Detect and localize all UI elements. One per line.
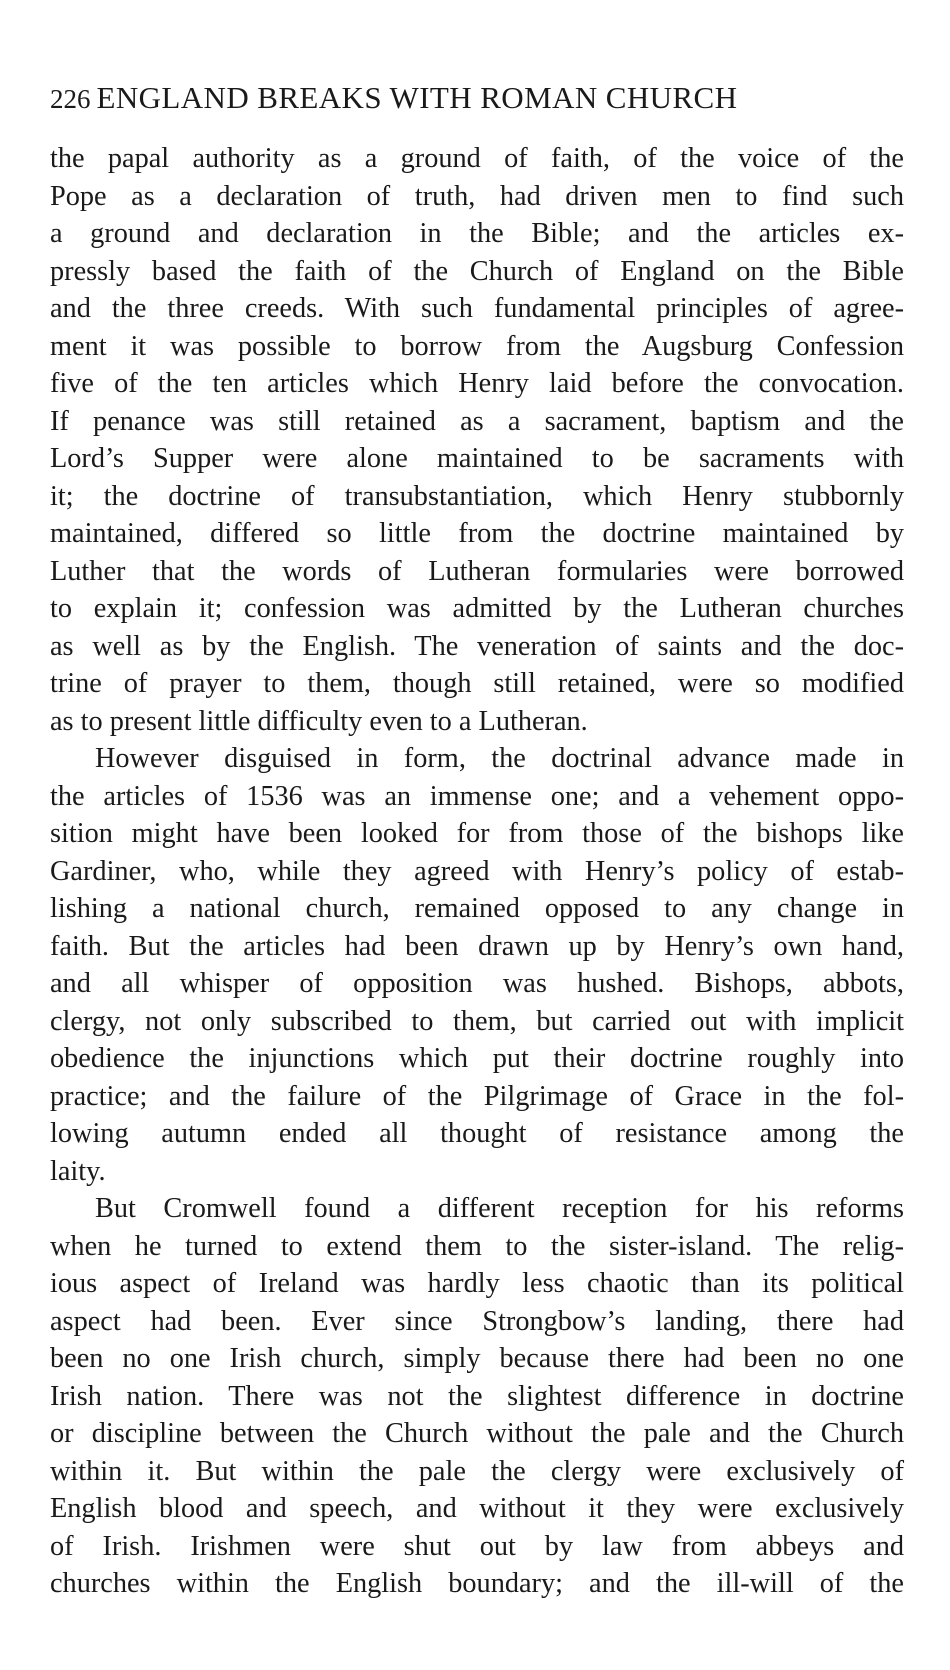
text-line: trine of prayer to them, though still retained, were so modified bbox=[50, 668, 904, 699]
text-line: aspect had been. Ever since Strongbow’s landing, there had bbox=[50, 1305, 904, 1337]
text-line: been no one Irish church, simply because there had been no one bbox=[50, 1343, 904, 1374]
text-line: as to present little difficulty even to a Lutheran. bbox=[50, 705, 588, 737]
running-title: ENGLAND BREAKS WITH ROMAN CHURCH bbox=[96, 80, 738, 115]
text-line: Luther that the words of Lutheran formularies were borrowed bbox=[50, 555, 904, 587]
text-line: faith. But the articles had been drawn up by Henry’s own hand, bbox=[50, 930, 904, 962]
text-line: obedience the injunctions which put their doctrine roughly into bbox=[50, 1043, 904, 1074]
text-line: ious aspect of Ireland was hardly less chaotic than its political bbox=[50, 1268, 904, 1299]
text-line: as well as by the English. The veneration of saints and the doc- bbox=[50, 630, 904, 662]
text-line: to explain it; confession was admitted by the Lutheran churches bbox=[50, 593, 904, 624]
text-line: and all whisper of opposition was hushed. Bishops, abbots, bbox=[50, 968, 904, 999]
text-line: when he turned to extend them to the sister-island. The relig- bbox=[50, 1230, 904, 1262]
paragraph bbox=[50, 740, 904, 1190]
text-line: the papal authority as a ground of faith, of the voice of the bbox=[50, 143, 904, 174]
text-line: maintained, differed so little from the doctrine maintained by bbox=[50, 518, 904, 549]
text-line: Gardiner, who, while they agreed with Henry’s policy of estab- bbox=[50, 855, 904, 887]
text-line: the articles of 1536 was an immense one; and a vehement oppo- bbox=[50, 780, 904, 812]
text-line: churches within the English boundary; and the ill-will of the bbox=[50, 1568, 904, 1599]
text-line: clergy, not only subscribed to them, but carried out with implicit bbox=[50, 1005, 904, 1037]
text-line: pressly based the faith of the Church of England on the Bible bbox=[50, 255, 904, 287]
text-line: and the three creeds. With such fundamental principles of agree- bbox=[50, 293, 904, 324]
text-line: it; the doctrine of transubstantiation, which Henry stubbornly bbox=[50, 480, 904, 512]
text-line: of Irish. Irishmen were shut out by law from abbeys and bbox=[50, 1530, 904, 1562]
text-line: English blood and speech, and without it they were exclusively bbox=[50, 1493, 904, 1524]
paragraph bbox=[50, 140, 904, 740]
text-line: However disguised in form, the doctrinal advance made in bbox=[95, 743, 904, 774]
text-line: Irish nation. There was not the slightest difference in doctrine bbox=[50, 1380, 904, 1412]
text-line: But Cromwell found a different reception for his reforms bbox=[95, 1193, 904, 1224]
text-line: five of the ten articles which Henry laid before the convocation. bbox=[50, 368, 904, 399]
text-line: Lord’s Supper were alone maintained to be sacraments with bbox=[50, 443, 904, 474]
body-text bbox=[50, 140, 904, 1603]
running-head bbox=[50, 76, 910, 120]
text-line: sition might have been looked for from those of the bishops like bbox=[50, 818, 904, 849]
text-line: If penance was still retained as a sacrament, baptism and the bbox=[50, 405, 904, 437]
text-line: within it. But within the pale the clergy were exclusively of bbox=[50, 1455, 904, 1487]
text-line: ment it was possible to borrow from the Augsburg Confession bbox=[50, 330, 904, 362]
text-line: laity. bbox=[50, 1155, 106, 1187]
text-line: a ground and declaration in the Bible; and the articles ex- bbox=[50, 218, 904, 249]
text-line: lowing autumn ended all thought of resistance among the bbox=[50, 1118, 904, 1149]
text-line: Pope as a declaration of truth, had driven men to find such bbox=[50, 180, 904, 212]
text-line: or discipline between the Church without the pale and the Church bbox=[50, 1418, 904, 1449]
page-number: 226 bbox=[50, 84, 91, 114]
text-line: practice; and the failure of the Pilgrimage of Grace in the fol- bbox=[50, 1080, 904, 1112]
paragraph bbox=[50, 1190, 904, 1603]
text-line: lishing a national church, remained opposed to any change in bbox=[50, 893, 904, 924]
